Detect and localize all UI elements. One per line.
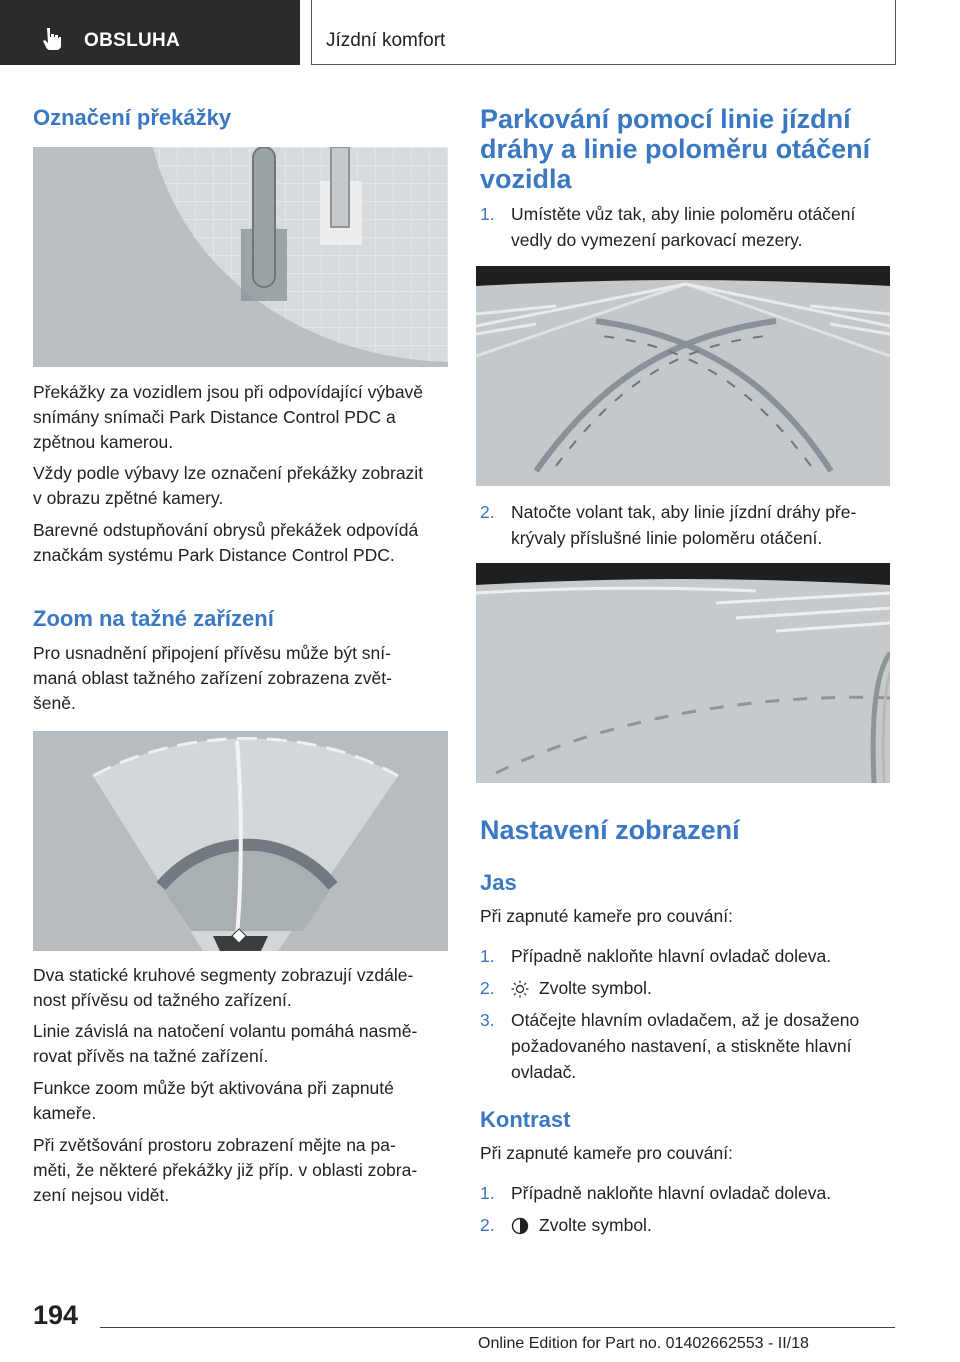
text-line: měti, že některé překážky již příp. v oblasti zobra‐ (33, 1160, 418, 1180)
chapter-header (311, 0, 896, 65)
text-line: značkám systému Park Distance Control PDC. (33, 545, 395, 565)
edition-note: Online Edition for Part no. 01402662553 - II/18 (478, 1335, 809, 1352)
text-line: maná oblast tažného zařízení zobrazena zvět‐ (33, 668, 392, 688)
paragraph-zoom-function (33, 1076, 448, 1126)
step-number: 2. (480, 1215, 495, 1235)
text-line: snímány snímači Park Distance Control PDC a (33, 407, 396, 427)
paragraph-segments (33, 963, 448, 1013)
text-line: Při zvětšování prostoru zobrazení mějte na pa‐ (33, 1135, 396, 1155)
text-line: kameře. (33, 1103, 97, 1123)
text-line: ovladač. (511, 1062, 577, 1082)
parking-lines-image-2 (476, 563, 890, 783)
section-tab (0, 0, 300, 65)
step-1 (480, 201, 890, 253)
heading-obstacles: Označení překážky (33, 105, 232, 130)
paragraph-zoom-warning (33, 1133, 448, 1208)
step-number: 3. (480, 1010, 495, 1030)
parking-lines-image-1 (476, 266, 890, 486)
heading-contrast: Kontrast (480, 1107, 571, 1132)
text-line: Barevné odstupňování obrysů překážek odpovídá (33, 520, 419, 540)
hitch-zoom-image (33, 731, 448, 951)
text-line: Otáčejte hlavním ovladačem, až je dosaženo (511, 1010, 860, 1030)
step-number: 1. (480, 946, 495, 966)
text-line: v obrazu zpětné kamery. (33, 488, 224, 508)
heading-brightness: Jas (480, 870, 517, 895)
step-number: 1. (480, 1183, 495, 1203)
heading-display-settings: Nastavení zobrazení (480, 815, 740, 845)
footer-divider (100, 1327, 895, 1328)
step-number: 1. (480, 204, 495, 224)
sun-brightness-icon (511, 979, 529, 997)
step-text-label: Zvolte symbol. (539, 978, 652, 998)
text-line: Funkce zoom může být aktivována při zapnuté (33, 1078, 394, 1098)
paragraph-obstacles-3 (33, 518, 448, 568)
heading-zoom: Zoom na tažné zařízení (33, 606, 274, 631)
paragraph-brightness-intro: Při zapnuté kameře pro couvání: (480, 906, 733, 926)
paragraph-contrast-intro: Při zapnuté kameře pro couvání: (480, 1143, 733, 1163)
step-text (511, 975, 652, 1001)
paragraph-steering-line (33, 1019, 448, 1069)
text-line: Pro usnadnění připojení přívěsu může být sní‐ (33, 643, 391, 663)
text-line: šeně. (33, 693, 76, 713)
contrast-step-2 (480, 1212, 890, 1238)
step-text (511, 1212, 652, 1238)
heading-line: Parkování pomocí linie jízdní (480, 104, 851, 134)
text-line: Natočte volant tak, aby linie jízdní dráhy pře‐ (511, 502, 857, 522)
step-text (511, 201, 855, 253)
text-line: rovat přívěs na tažné zařízení. (33, 1046, 269, 1066)
text-line: krývaly příslušné linie poloměru otáčení. (511, 528, 823, 548)
paragraph-obstacles-1 (33, 380, 448, 455)
text-line: vedly do vymezení parkovací mezery. (511, 230, 803, 250)
step-text (511, 1007, 859, 1085)
step-text-label: Zvolte symbol. (539, 1215, 652, 1235)
contrast-step-1 (480, 1180, 890, 1206)
text-line: Linie závislá na natočení volantu pomáhá nasmě‐ (33, 1021, 418, 1041)
step-text: Případně nakloňte hlavní ovladač doleva. (511, 1183, 832, 1203)
brightness-step-3 (480, 1007, 890, 1085)
heading-line: dráhy a linie poloměru otáčení (480, 134, 871, 164)
text-line: zpětnou kamerou. (33, 432, 174, 452)
heading-parking-lines (480, 104, 892, 194)
step-text (511, 499, 856, 551)
text-line: Dva statické kruhové segmenty zobrazují vzdále‐ (33, 965, 414, 985)
step-number: 2. (480, 502, 495, 522)
text-line: nost přívěsu od tažného zařízení. (33, 990, 292, 1010)
step-number: 2. (480, 978, 495, 998)
brightness-step-2 (480, 975, 890, 1001)
paragraph-obstacles-2 (33, 461, 448, 511)
obstacle-marking-image (33, 147, 448, 367)
text-line: zení nejsou vidět. (33, 1185, 170, 1205)
paragraph-zoom (33, 641, 448, 716)
contrast-icon (511, 1216, 529, 1234)
text-line: Umístěte vůz tak, aby linie poloměru otáčení (511, 204, 856, 224)
brightness-step-1 (480, 943, 890, 969)
text-line: Překážky za vozidlem jsou při odpovídající výbavě (33, 382, 424, 402)
text-line: Vždy podle výbavy lze označení překážky zobrazit (33, 463, 424, 483)
page-number: 194 (33, 1300, 79, 1330)
step-2 (480, 499, 890, 551)
text-line: požadovaného nastavení, a stiskněte hlavní (511, 1036, 852, 1056)
pointing-hand-icon (40, 26, 64, 50)
chapter-title: Jízdní komfort (326, 30, 446, 51)
section-label: OBSLUHA (84, 30, 181, 51)
step-text: Případně nakloňte hlavní ovladač doleva. (511, 946, 832, 966)
heading-line: vozidla (480, 164, 572, 194)
